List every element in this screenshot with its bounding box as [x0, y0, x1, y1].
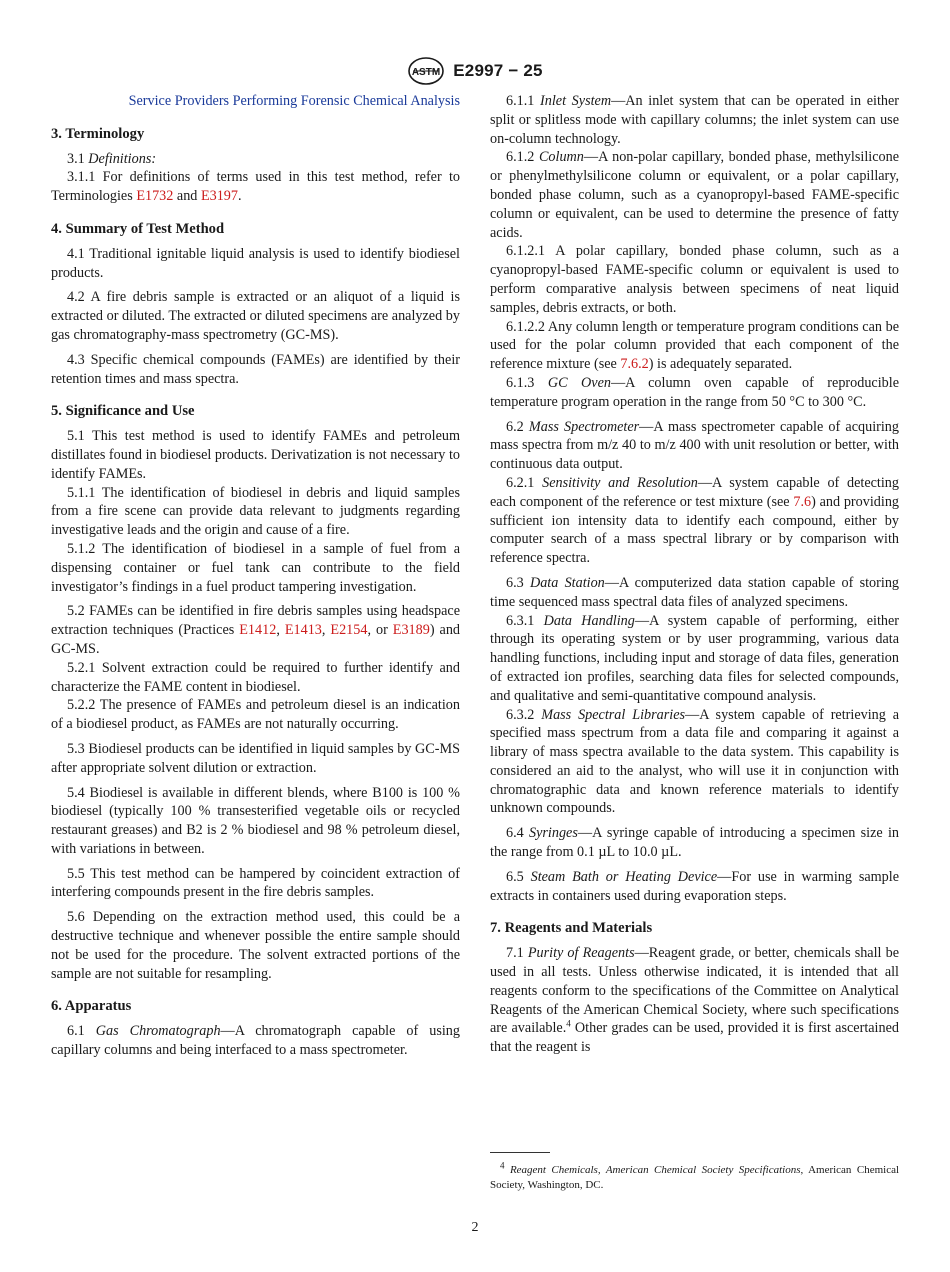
para-5-5: 5.5 This test method can be hampered by coincident extraction of interfering compounds present in the fire debris samples.	[51, 865, 460, 901]
section-4-heading: 4. Summary of Test Method	[51, 220, 225, 237]
para-6-1-2: 6.1.2 Column—A non-polar capillary, bonded phase, methylsilicone or phenylmethylsilicone column or equivalent, or a polar capillary, bonded phase column, such as a cyanopropyl-based FAME-specific column or equivalent, can be used to determine the presence of fatty acids.	[490, 149, 899, 241]
para-6-4: 6.4 Syringes—A syringe capable of introducing a specimen size in the range from 0.1 µL to 10.0 µL.	[490, 825, 899, 861]
para-4-3: 4.3 Specific chemical compounds (FAMEs) are identified by their retention times and mass spectra.	[51, 351, 460, 387]
footnote-divider	[490, 1152, 550, 1153]
section-6-heading: 6. Apparatus	[51, 998, 132, 1015]
continued-title: Service Providers Performing Forensic Chemical Analysis	[128, 93, 460, 109]
para-6-1-2-1: 6.1.2.1 A polar capillary, bonded phase column, such as a cyanopropyl-based FAME-specific column or equivalent is used to perform comparative analysis between specimens of neat liquid samples, debris extracts, or both.	[490, 243, 899, 316]
para-5-2-1: 5.2.1 Solvent extraction could be required to further identify and characterize the FAME content in biodiesel.	[51, 659, 460, 695]
ref-e2154-link[interactable]: E2154	[330, 622, 368, 639]
page-number: 2	[471, 1220, 479, 1235]
para-7-1: 7.1 Purity of Reagents—Reagent grade, or better, chemicals shall be used in all tests. Unless otherwise indicated, it is intended that all reagents conform to the specifications of the Committee on Analytical Reagents of the American Chemical Society, where such specifications are available.$^4$ Other grades can be used, provided it is first ascertained that the reagent is	[490, 945, 899, 1056]
para-6-5: 6.5 Steam Bath or Heating Device—For use in warming sample extracts in containers used during evaporation steps.	[490, 868, 900, 904]
para-3-1: 3.1 Definitions:	[67, 150, 157, 167]
para-6-3: 6.3 Data Station—A computerized data station capable of storing time sequenced mass spectral data files of analyzed specimens.	[490, 574, 900, 610]
footnote-marker: 4	[566, 1018, 571, 1029]
page-header	[0, 56, 950, 86]
footnote-area	[490, 1152, 899, 1193]
ref-e3197-link[interactable]: E3197	[200, 188, 238, 205]
para-6-3-2: 6.3.2 Mass Spectral Libraries—A system capable of retrieving a specified mass spectrum from a data file and comparing it against a library of mass spectra available to the data system. This capability is considered an aid to the analyst, who will use it in conjunction with chromatographic data and known reference materials to identify unknown compounds.	[490, 706, 900, 817]
left-column	[51, 92, 460, 1060]
para-4-1: 4.1 Traditional ignitable liquid analysis is used to identify biodiesel products.	[51, 245, 460, 281]
para-6-2: 6.2 Mass Spectrometer—A mass spectrometer capable of acquiring mass spectra from m/z 40 to m/z 400 with unit resolution or better, with continuous data output.	[490, 418, 899, 473]
para-6-3-1: 6.3.1 Data Handling—A system capable of performing, either through its operating system or by user programming, various data handling functions, including input and storage of data files, generation of extracted ion profiles, searching data files for selected compounds, and qualitative and semi-quantitative compound analysis.	[490, 612, 899, 704]
para-6-1: 6.1 Gas Chromatograph—A chromatograph capable of using capillary columns and being interfaced to a mass spectrometer.	[51, 1023, 460, 1059]
ref-e1413-link[interactable]: E1413	[284, 622, 322, 639]
para-5-2-2: 5.2.2 The presence of FAMEs and petroleum diesel is an indication of a biodiesel product, as FAMEs are not naturally occurring.	[51, 697, 460, 733]
logo-text: ASTM	[412, 67, 441, 78]
para-4-2: 4.2 A fire debris sample is extracted or an aliquot of a liquid is extracted or diluted. The extracted or diluted specimens are analyzed by gas chromatography-mass spectrometry (GC-MS).	[51, 289, 460, 343]
para-6-1-2-2: 6.1.2.2 Any column length or temperature program conditions can be used for the polar column provided that each component of the reference mixture (see 7.6.2) is adequately separated.	[490, 318, 899, 373]
para-5-4: 5.4 Biodiesel is available in different blends, where B100 is 100 % biodiesel (typically 100 % transesterified vegetable oils or recycled restaurant greases) and B2 is 2 % biodiesel and 98 % petroleum diesel, with variations in between.	[51, 784, 460, 857]
astm-logo-icon	[407, 56, 445, 86]
para-5-1-2: 5.1.2 The identification of biodiesel in a sample of fuel from a dispensing container or fuel tank can contribute to the field investigator’s findings in a fuel product tampering investigation.	[51, 540, 460, 595]
ref-e3189-link[interactable]: E3189	[392, 622, 430, 639]
para-6-1-1: 6.1.1 Inlet System—An inlet system that can be operated in either split or splitless mode with capillary columns; the inlet system can use on-column technology.	[490, 93, 899, 147]
para-5-1: 5.1 This test method is used to identify FAMEs and petroleum distillates found in biodiesel products. Derivatization is not necessary to identify FAMEs.	[51, 428, 460, 482]
document-id: E2997 − 25	[453, 61, 543, 80]
para-3-1-1: 3.1.1 For definitions of terms used in this test method, refer to Terminologies E1732 and E3197.	[51, 169, 460, 205]
ref-7-6-link[interactable]: 7.6	[793, 493, 812, 510]
section-7-heading: 7. Reagents and Materials	[490, 920, 653, 937]
para-5-1-1: 5.1.1 The identification of biodiesel in debris and liquid samples from a fire scene can provide data relevant to judgments regarding investigative leads and the origin and cause of a fire.	[51, 484, 460, 539]
section-5-heading: 5. Significance and Use	[51, 403, 195, 420]
footnote-4: $^4$ Reagent Chemicals, American Chemical Society Specifications, American Chemical Society, Washington, DC.	[490, 1160, 900, 1191]
para-5-2: 5.2 FAMEs can be identified in fire debris samples using headspace extraction techniques (Practices E1412, E1413, E2154, or E3189) and GC-MS.	[51, 603, 461, 657]
ref-7-6-2-link[interactable]: 7.6.2	[620, 356, 649, 373]
para-6-1-3: 6.1.3 GC Oven—A column oven capable of reproducible temperature program operation in the range from 50 °C to 300 °C.	[490, 374, 899, 410]
right-column	[490, 92, 899, 1057]
para-5-6: 5.6 Depending on the extraction method used, this could be a destructive technique and whenever possible the entire sample should not be used for the procedure. The solvent extracted portions of the sample are not suitable for resampling.	[51, 909, 460, 982]
ref-e1732-link[interactable]: E1732	[136, 188, 174, 205]
ref-e1412-link[interactable]: E1412	[239, 622, 277, 639]
section-3-heading: 3. Terminology	[51, 125, 145, 142]
para-6-2-1: 6.2.1 Sensitivity and Resolution—A system capable of detecting each component of the reference or test mixture (see 7.6) and providing sufficient ion intensity data to identify each compound, either by computer search of a mass spectral library or by comparison with reference spectra.	[490, 474, 900, 567]
para-5-3: 5.3 Biodiesel products can be identified in liquid samples by GC-MS after appropriate solvent dilution or extraction.	[51, 740, 460, 776]
